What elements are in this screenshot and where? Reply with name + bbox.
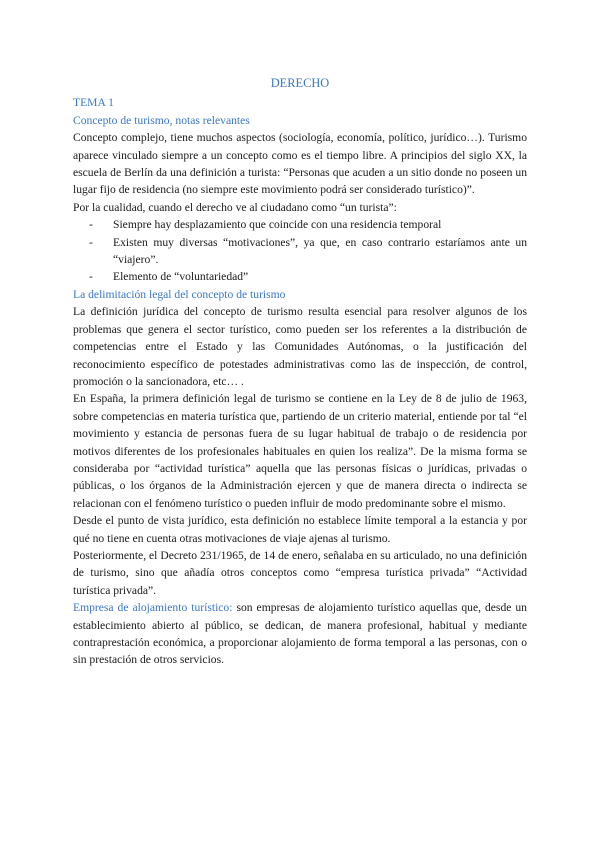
paragraph-definicion-juridica: La definición jurídica del concepto de turismo resulta esencial para resolver algunos de los problemas que genera el sector turístico, como pueden ser los referentes a la distribución de competencias entre el Estado y las Comunidades Autónomas, o la justificación del reconocimiento específico de potestades administrativas como las de inspección, de control, promoción o la sancionadora, etc… .: [73, 305, 527, 388]
paragraph-cualidad: Por la cualidad, cuando el derecho ve al ciudadano como “un turista”:: [73, 200, 397, 214]
section-heading-delimitacion: La delimitación legal del concepto de turismo: [73, 287, 286, 301]
paragraph-punto-vista: Desde el punto de vista jurídico, esta definición no establece límite temporal a la estancia y por qué no tiene en cuenta otras motivaciones de viaje ajenas al turismo.: [73, 514, 527, 545]
list-item: - Siempre hay desplazamiento que coincide con una residencia temporal: [73, 216, 527, 233]
definition-empresa-alojamiento: son empresas de alojamiento turístico aquellas que, desde un establecimiento abierto al público, se dedican, de manera profesional, habitual y mediante contraprestación económica, a proporcionar alojamiento de forma temporal a las personas, con o sin prestación de otros servicios.: [73, 601, 527, 667]
tema-heading: TEMA 1: [73, 96, 114, 110]
paragraph-empresa-alojamiento: [73, 599, 527, 669]
list-item: - Existen muy diversas “motivaciones”, ya que, en caso contrario estaríamos ante un “viajero”.: [73, 234, 527, 269]
paragraph-decreto: Posteriormente, el Decreto 231/1965, de 14 de enero, señalaba en su articulado, no una definición de turismo, sino que añadía otros conceptos como “empresa turística privada” “Actividad turística privada”.: [73, 548, 527, 597]
document-body: [73, 75, 527, 669]
paragraph-concepto: Concepto complejo, tiene muchos aspectos (sociología, economía, político, jurídico…). Turismo aparece vinculado siempre a un concepto como es el tiempo libre. A principios del siglo XX, la escuela de Berlín da una definición a turista: “Personas que acuden a un sitio donde no poseen un lugar fijo de residencia (no siempre este movimiento podrá ser considerado turístico)”.: [73, 131, 527, 197]
term-empresa-alojamiento: Empresa de alojamiento turístico:: [73, 601, 233, 615]
paragraph-ley-1963: En España, la primera definición legal de turismo se contiene en la Ley de 8 de julio de 1963, sobre competencias en materia turística que, partiendo de un criterio material, entiende por tal “el movimiento y estancia de personas fuera de su lugar habitual de trabajo o de residencia por motivos diferentes de los profesionales habituales en quien los realiza”. De la misma forma se consideraba por “actividad turística” aquella que las personas físicas o jurídicas, privadas o públicas, o los órganos de la Administración ejercen y que de manera directa o indirecta se relacionan con el fenómeno turístico o pueden influir de modo predominante sobre el mismo.: [73, 392, 527, 510]
dash-list: [73, 216, 527, 286]
list-item: - Elemento de “voluntariedad”: [73, 268, 527, 285]
section-heading-concepto: Concepto de turismo, notas relevantes: [73, 113, 250, 127]
document-title: DERECHO: [270, 76, 330, 90]
